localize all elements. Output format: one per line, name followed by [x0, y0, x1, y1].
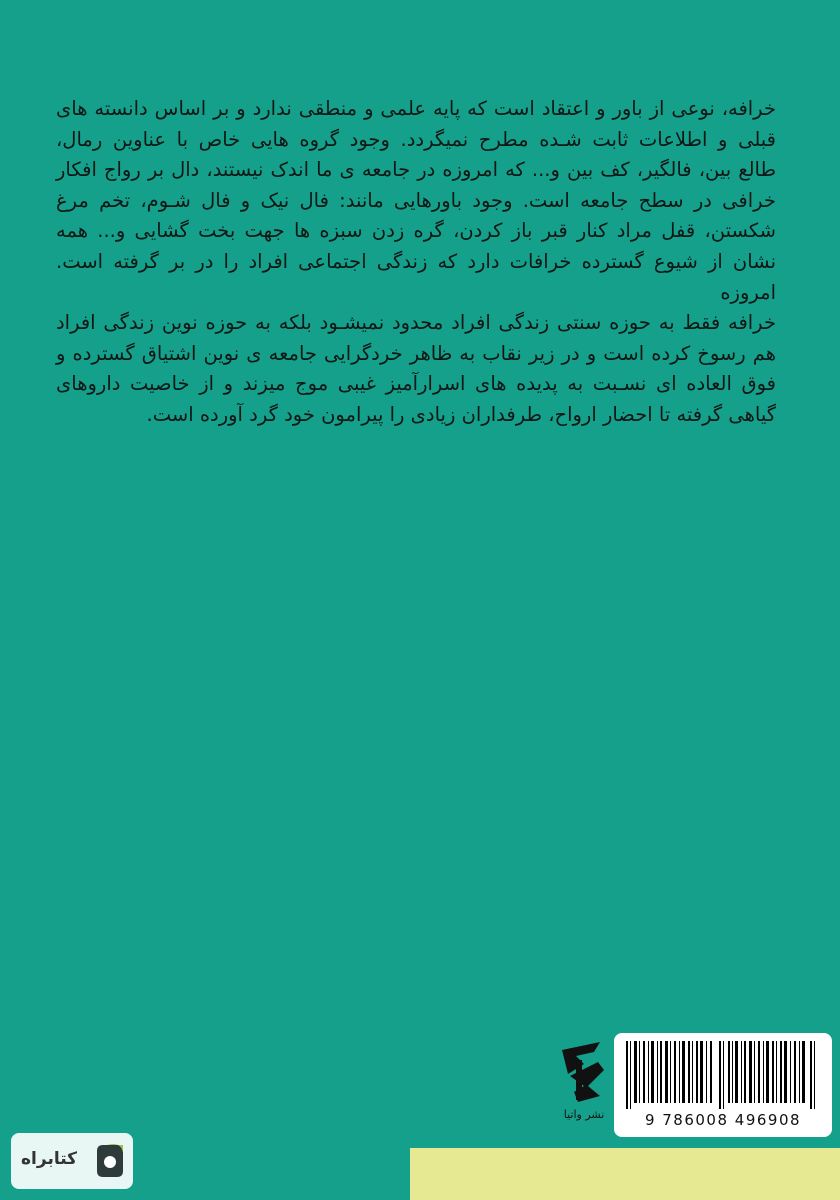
blurb-line: خرافی در سطح جامعه است. وجود باورهایی مانند: فال نیک و فال شـوم، تخم مرغ: [56, 188, 776, 212]
blurb-line: خرافه فقط به حوزه سنتی زندگی افراد محدود نمیشـود بلکه به حوزه نوین زندگی افراد: [56, 311, 776, 335]
blurb-line: هم رسوخ کرده است و در زیر نقاب به ظاهر خردگرایی جامعه ی نوین اشتیاق گسترده و: [56, 341, 776, 365]
barcode-bars: [624, 1041, 822, 1109]
blurb-line: فوق العاده ای نسـبت به پدیده های اسرارآمیز غیبی موج میزند و از خاصیت داروهای: [56, 372, 776, 396]
watermark-text: کتابراه: [21, 1149, 78, 1169]
blurb-line: طالع بین، فالگیر، کف بین و... که امروزه در جامعه ی ما اندک نیستند، دال بر رواج افکار: [56, 158, 776, 182]
blurb-line: قبلی و اطلاعات ثابت شـده مطرح نمیگردد. وجود گروه هایی خاص با عناوین رمال،: [56, 127, 776, 151]
isbn-barcode: [614, 1033, 832, 1137]
back-cover-blurb: [56, 94, 776, 431]
ketabrah-logo-icon: [93, 1141, 127, 1185]
ketabrah-watermark: [11, 1133, 133, 1189]
blurb-line: شکستن، قفل مراد کنار قبر باز کردن، گره زدن سبزه ها جهت بخت گشایی و... همه: [56, 219, 776, 243]
blurb-line: گیاهی گرفته تا احضار ارواح، طرفداران زیادی را پیرامون خود گرد آورده است.: [146, 402, 776, 426]
publisher-name: نشر واتیا: [563, 1108, 605, 1121]
blurb-line: خرافه، نوعی از باور و اعتقاد است که پایه علمی و منطقی ندارد و بر اساس دانسته های: [56, 97, 776, 120]
yellow-band: [410, 1148, 840, 1200]
blurb-line: نشان از شیوع گسترده خرافات دارد که زندگی اجتماعی افراد را در بر گرفته است. امروزه: [56, 249, 776, 304]
isbn-number: 9 786008 496908: [644, 1111, 802, 1129]
